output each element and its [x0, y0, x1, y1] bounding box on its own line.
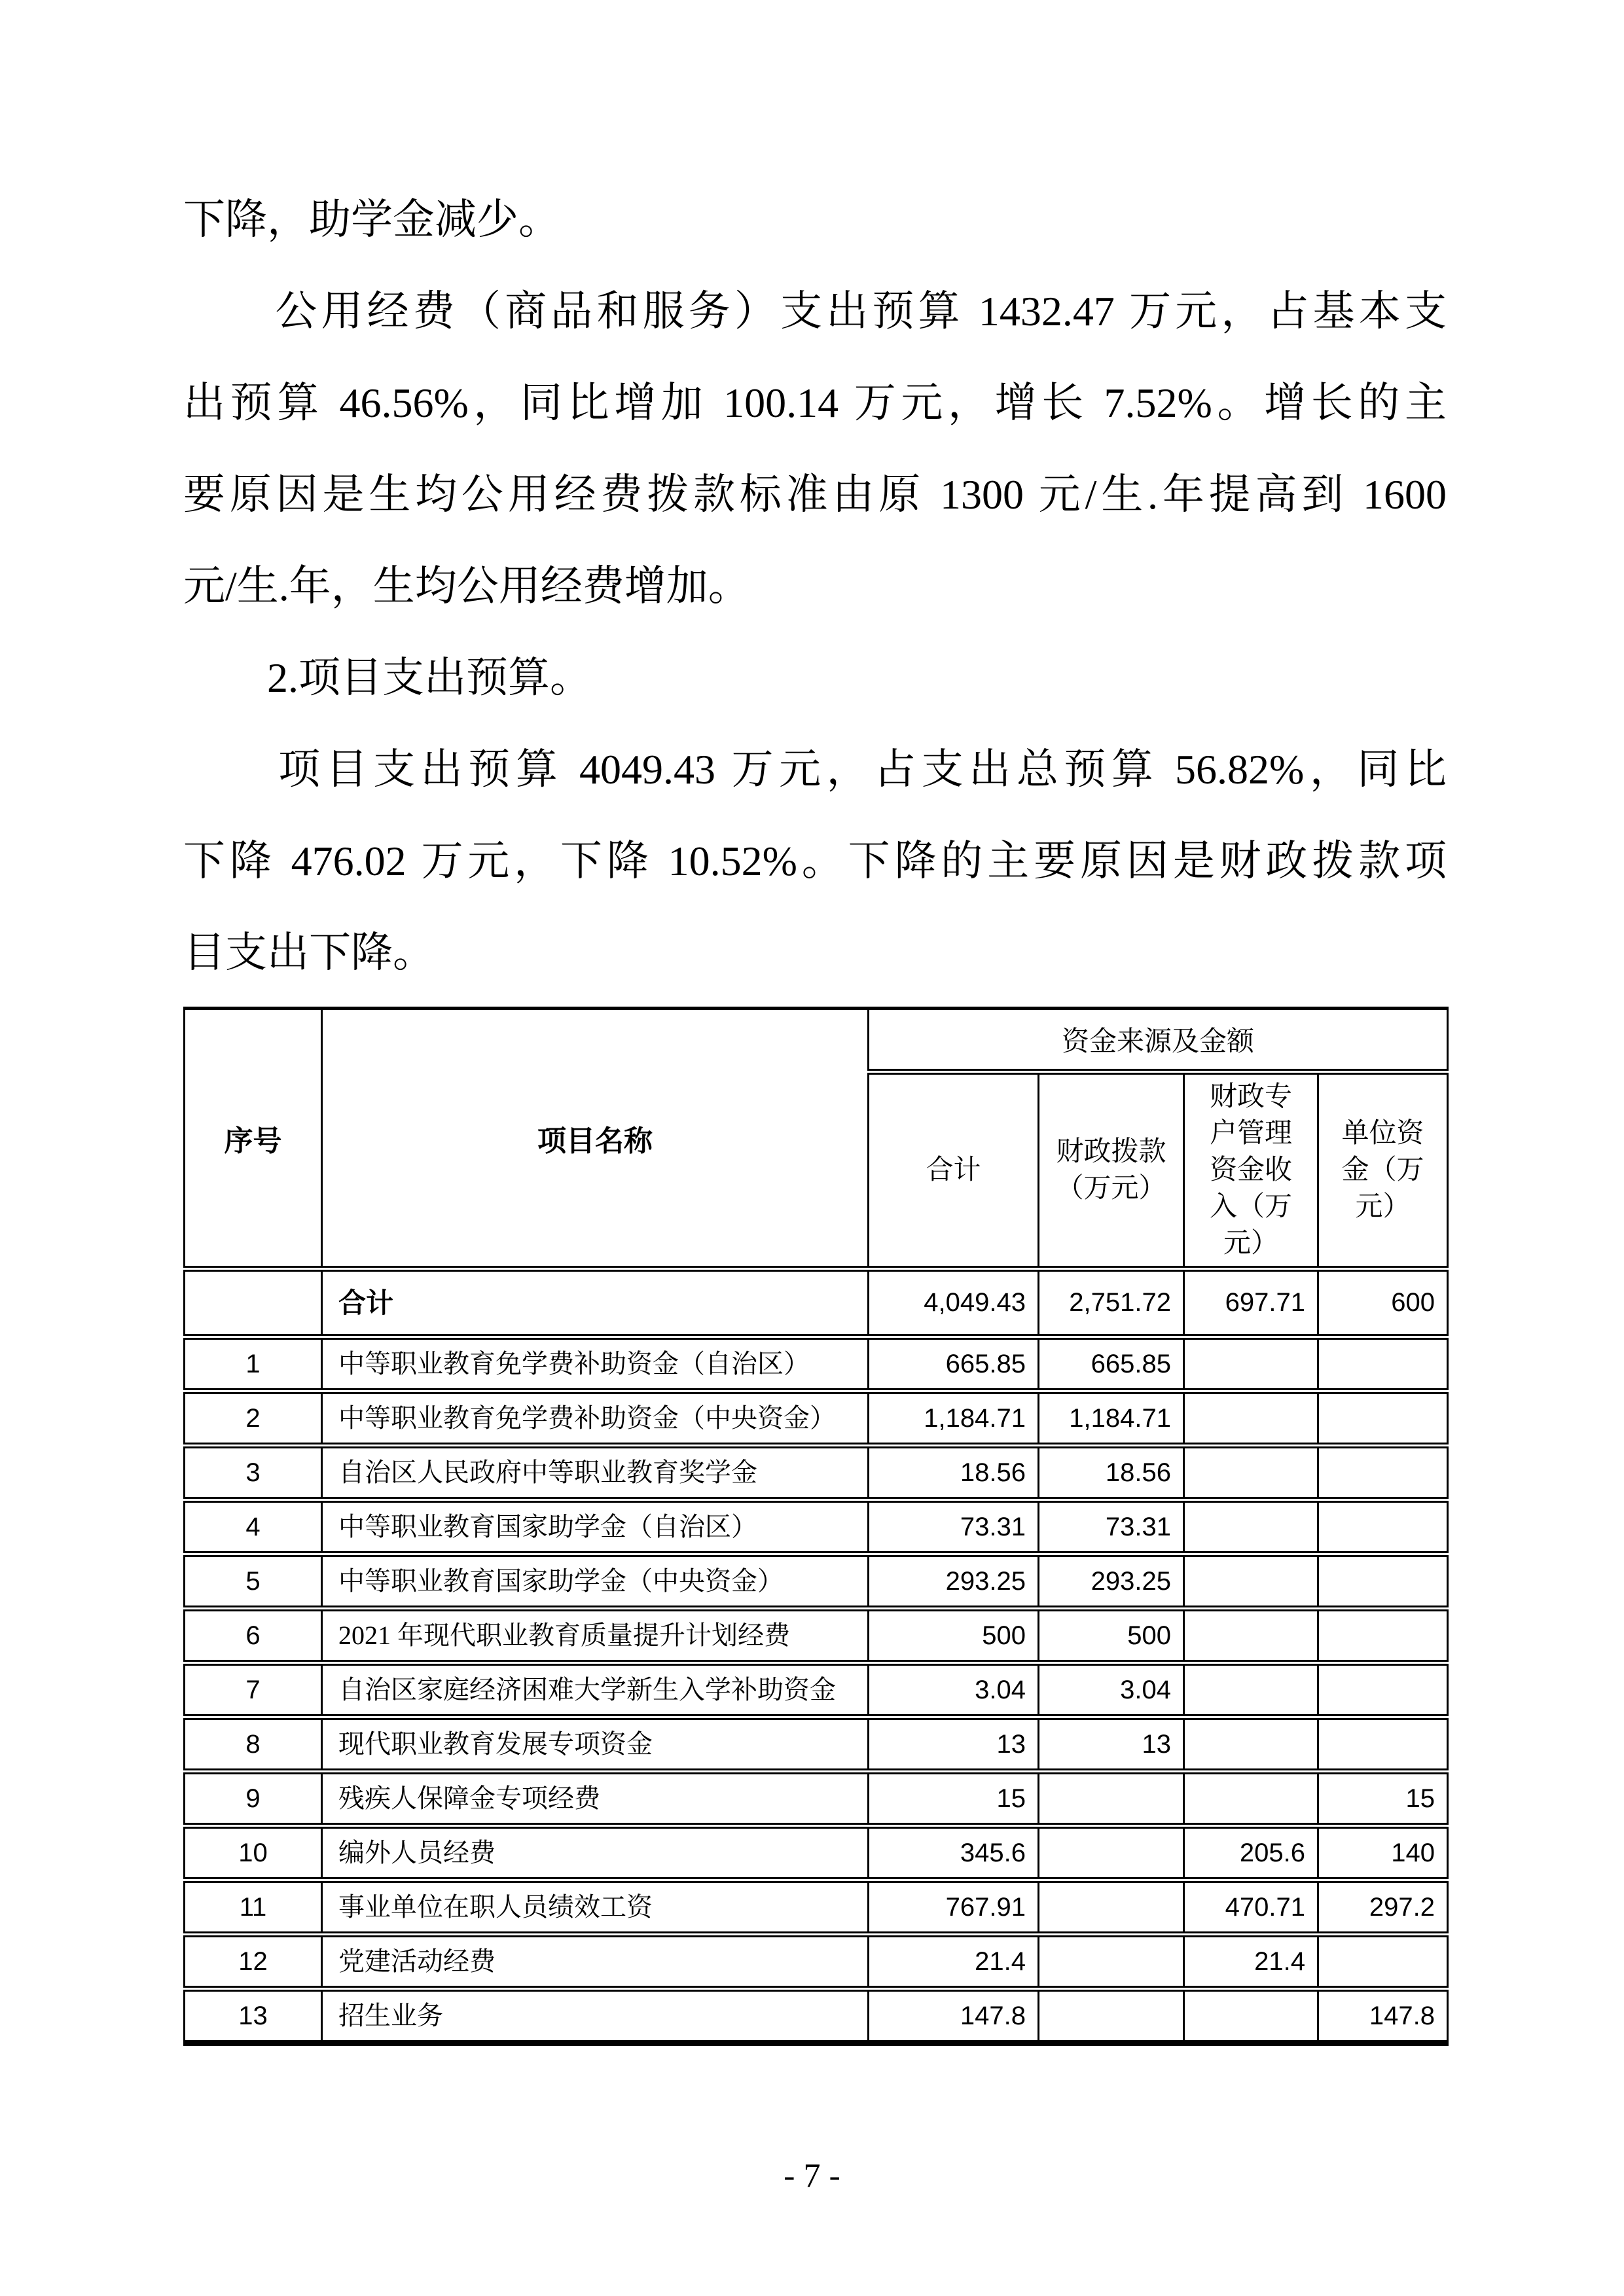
cell-no: 9 [185, 1772, 322, 1826]
cell-name: 中等职业教育免学费补助资金（中央资金） [322, 1391, 869, 1446]
cell-name: 自治区人民政府中等职业教育奖学金 [322, 1446, 869, 1500]
cell-fiscal [1039, 1989, 1184, 2043]
header-project: 项目名称 [322, 1009, 869, 1269]
table-row [185, 1446, 1448, 1500]
cell-unit: 15 [1318, 1772, 1448, 1826]
cell-fiscal: 3.04 [1039, 1663, 1184, 1717]
cell-name: 党建活动经费 [322, 1935, 869, 1989]
cell-name: 残疾人保障金专项经费 [322, 1772, 869, 1826]
table-row [185, 1663, 1448, 1717]
cell-unit [1318, 1609, 1448, 1663]
paragraph-line: 出预算 46.56%，同比增加 100.14 万元，增长 7.52%。增长的主 [183, 380, 1447, 426]
cell-no: 12 [185, 1935, 322, 1989]
page-number: - 7 - [784, 2157, 840, 2195]
cell-no: 5 [185, 1554, 322, 1609]
paragraph-line: 公用经费（商品和服务）支出预算 1432.47 万元，占基本支 [183, 288, 1447, 334]
cell-fiscal: 293.25 [1039, 1554, 1184, 1609]
table-row [185, 1772, 1448, 1826]
cell-fiscal: 500 [1039, 1609, 1184, 1663]
cell-total: 4,049.43 [869, 1269, 1039, 1337]
cell-special [1184, 1609, 1318, 1663]
cell-total: 1,184.71 [869, 1391, 1039, 1446]
cell-no: 7 [185, 1663, 322, 1717]
table-row [185, 1609, 1448, 1663]
budget-table [183, 1007, 1449, 2046]
cell-unit [1318, 1663, 1448, 1717]
table-row [185, 1391, 1448, 1446]
table-row [185, 1717, 1448, 1772]
cell-name: 中等职业教育国家助学金（自治区） [322, 1500, 869, 1554]
cell-special [1184, 1717, 1318, 1772]
cell-fiscal [1039, 1772, 1184, 1826]
cell-unit [1318, 1337, 1448, 1391]
cell-total: 767.91 [869, 1880, 1039, 1935]
cell-total: 21.4 [869, 1935, 1039, 1989]
cell-fiscal [1039, 1935, 1184, 1989]
header-funding-group: 资金来源及金额 [869, 1009, 1448, 1072]
cell-no: 11 [185, 1880, 322, 1935]
paragraph-line: 下降 476.02 万元，下降 10.52%。下降的主要原因是财政拨款项 [183, 838, 1447, 884]
header-col-special: 财政专户管理资金收入（万元） [1184, 1072, 1318, 1269]
cell-no: 6 [185, 1609, 322, 1663]
table-row [185, 1935, 1448, 1989]
cell-no [185, 1269, 322, 1337]
paragraph-line: 要原因是生均公用经费拨款标准由原 1300 元/生.年提高到 1600 [183, 471, 1447, 518]
cell-name: 2021 年现代职业教育质量提升计划经费 [322, 1609, 869, 1663]
cell-no: 3 [185, 1446, 322, 1500]
cell-special [1184, 1500, 1318, 1554]
cell-special: 470.71 [1184, 1880, 1318, 1935]
cell-total: 13 [869, 1717, 1039, 1772]
cell-total: 345.6 [869, 1826, 1039, 1880]
header-index: 序号 [185, 1009, 322, 1269]
cell-unit: 600 [1318, 1269, 1448, 1337]
cell-fiscal: 18.56 [1039, 1446, 1184, 1500]
cell-special [1184, 1554, 1318, 1609]
cell-unit [1318, 1500, 1448, 1554]
cell-unit [1318, 1446, 1448, 1500]
cell-no: 8 [185, 1717, 322, 1772]
cell-no: 2 [185, 1391, 322, 1446]
cell-unit: 140 [1318, 1826, 1448, 1880]
cell-name: 自治区家庭经济困难大学新生入学补助资金 [322, 1663, 869, 1717]
cell-fiscal: 73.31 [1039, 1500, 1184, 1554]
cell-fiscal [1039, 1880, 1184, 1935]
body-text [183, 174, 1447, 999]
paragraph-line: 目支出下降。 [183, 929, 435, 976]
paragraph-line: 2.项目支出预算。 [183, 655, 592, 701]
table-row [185, 1989, 1448, 2043]
cell-unit: 297.2 [1318, 1880, 1448, 1935]
cell-total: 147.8 [869, 1989, 1039, 2043]
table-row [185, 1500, 1448, 1554]
cell-unit [1318, 1935, 1448, 1989]
table-row [185, 1880, 1448, 1935]
cell-total: 15 [869, 1772, 1039, 1826]
cell-special [1184, 1663, 1318, 1717]
cell-total: 293.25 [869, 1554, 1039, 1609]
paragraph-line: 项目支出预算 4049.43 万元，占支出总预算 56.82%，同比 [183, 746, 1447, 793]
table-row [185, 1554, 1448, 1609]
table-row [185, 1337, 1448, 1391]
cell-special [1184, 1772, 1318, 1826]
paragraph-line: 元/生.年，生均公用经费增加。 [183, 563, 750, 609]
cell-total: 3.04 [869, 1663, 1039, 1717]
cell-total: 18.56 [869, 1446, 1039, 1500]
cell-name: 编外人员经费 [322, 1826, 869, 1880]
cell-name: 合计 [322, 1269, 869, 1337]
cell-no: 13 [185, 1989, 322, 2043]
table-row [185, 1826, 1448, 1880]
cell-no: 4 [185, 1500, 322, 1554]
header-col-unit: 单位资金（万元） [1318, 1072, 1448, 1269]
header-row-group [185, 1009, 1448, 1072]
header-col-fiscal: 财政拨款（万元） [1039, 1072, 1184, 1269]
page-content [183, 174, 1447, 2046]
cell-fiscal [1039, 1826, 1184, 1880]
cell-special: 205.6 [1184, 1826, 1318, 1880]
table-header [185, 1009, 1448, 1269]
cell-no: 1 [185, 1337, 322, 1391]
table-body [185, 1269, 1448, 2043]
cell-total: 665.85 [869, 1337, 1039, 1391]
cell-special: 21.4 [1184, 1935, 1318, 1989]
paragraph-line: 下降，助学金减少。 [183, 196, 560, 243]
cell-name: 中等职业教育免学费补助资金（自治区） [322, 1337, 869, 1391]
cell-unit [1318, 1391, 1448, 1446]
cell-name: 现代职业教育发展专项资金 [322, 1717, 869, 1772]
cell-special [1184, 1337, 1318, 1391]
cell-name: 招生业务 [322, 1989, 869, 2043]
cell-special [1184, 1989, 1318, 2043]
cell-special [1184, 1391, 1318, 1446]
cell-unit [1318, 1717, 1448, 1772]
cell-total: 73.31 [869, 1500, 1039, 1554]
cell-total: 500 [869, 1609, 1039, 1663]
table-total-row [185, 1269, 1448, 1337]
header-col-total: 合计 [869, 1072, 1039, 1269]
cell-fiscal: 1,184.71 [1039, 1391, 1184, 1446]
cell-name: 事业单位在职人员绩效工资 [322, 1880, 869, 1935]
cell-special: 697.71 [1184, 1269, 1318, 1337]
cell-name: 中等职业教育国家助学金（中央资金） [322, 1554, 869, 1609]
cell-unit [1318, 1554, 1448, 1609]
cell-fiscal: 665.85 [1039, 1337, 1184, 1391]
cell-fiscal: 13 [1039, 1717, 1184, 1772]
cell-fiscal: 2,751.72 [1039, 1269, 1184, 1337]
cell-unit: 147.8 [1318, 1989, 1448, 2043]
cell-no: 10 [185, 1826, 322, 1880]
cell-special [1184, 1446, 1318, 1500]
